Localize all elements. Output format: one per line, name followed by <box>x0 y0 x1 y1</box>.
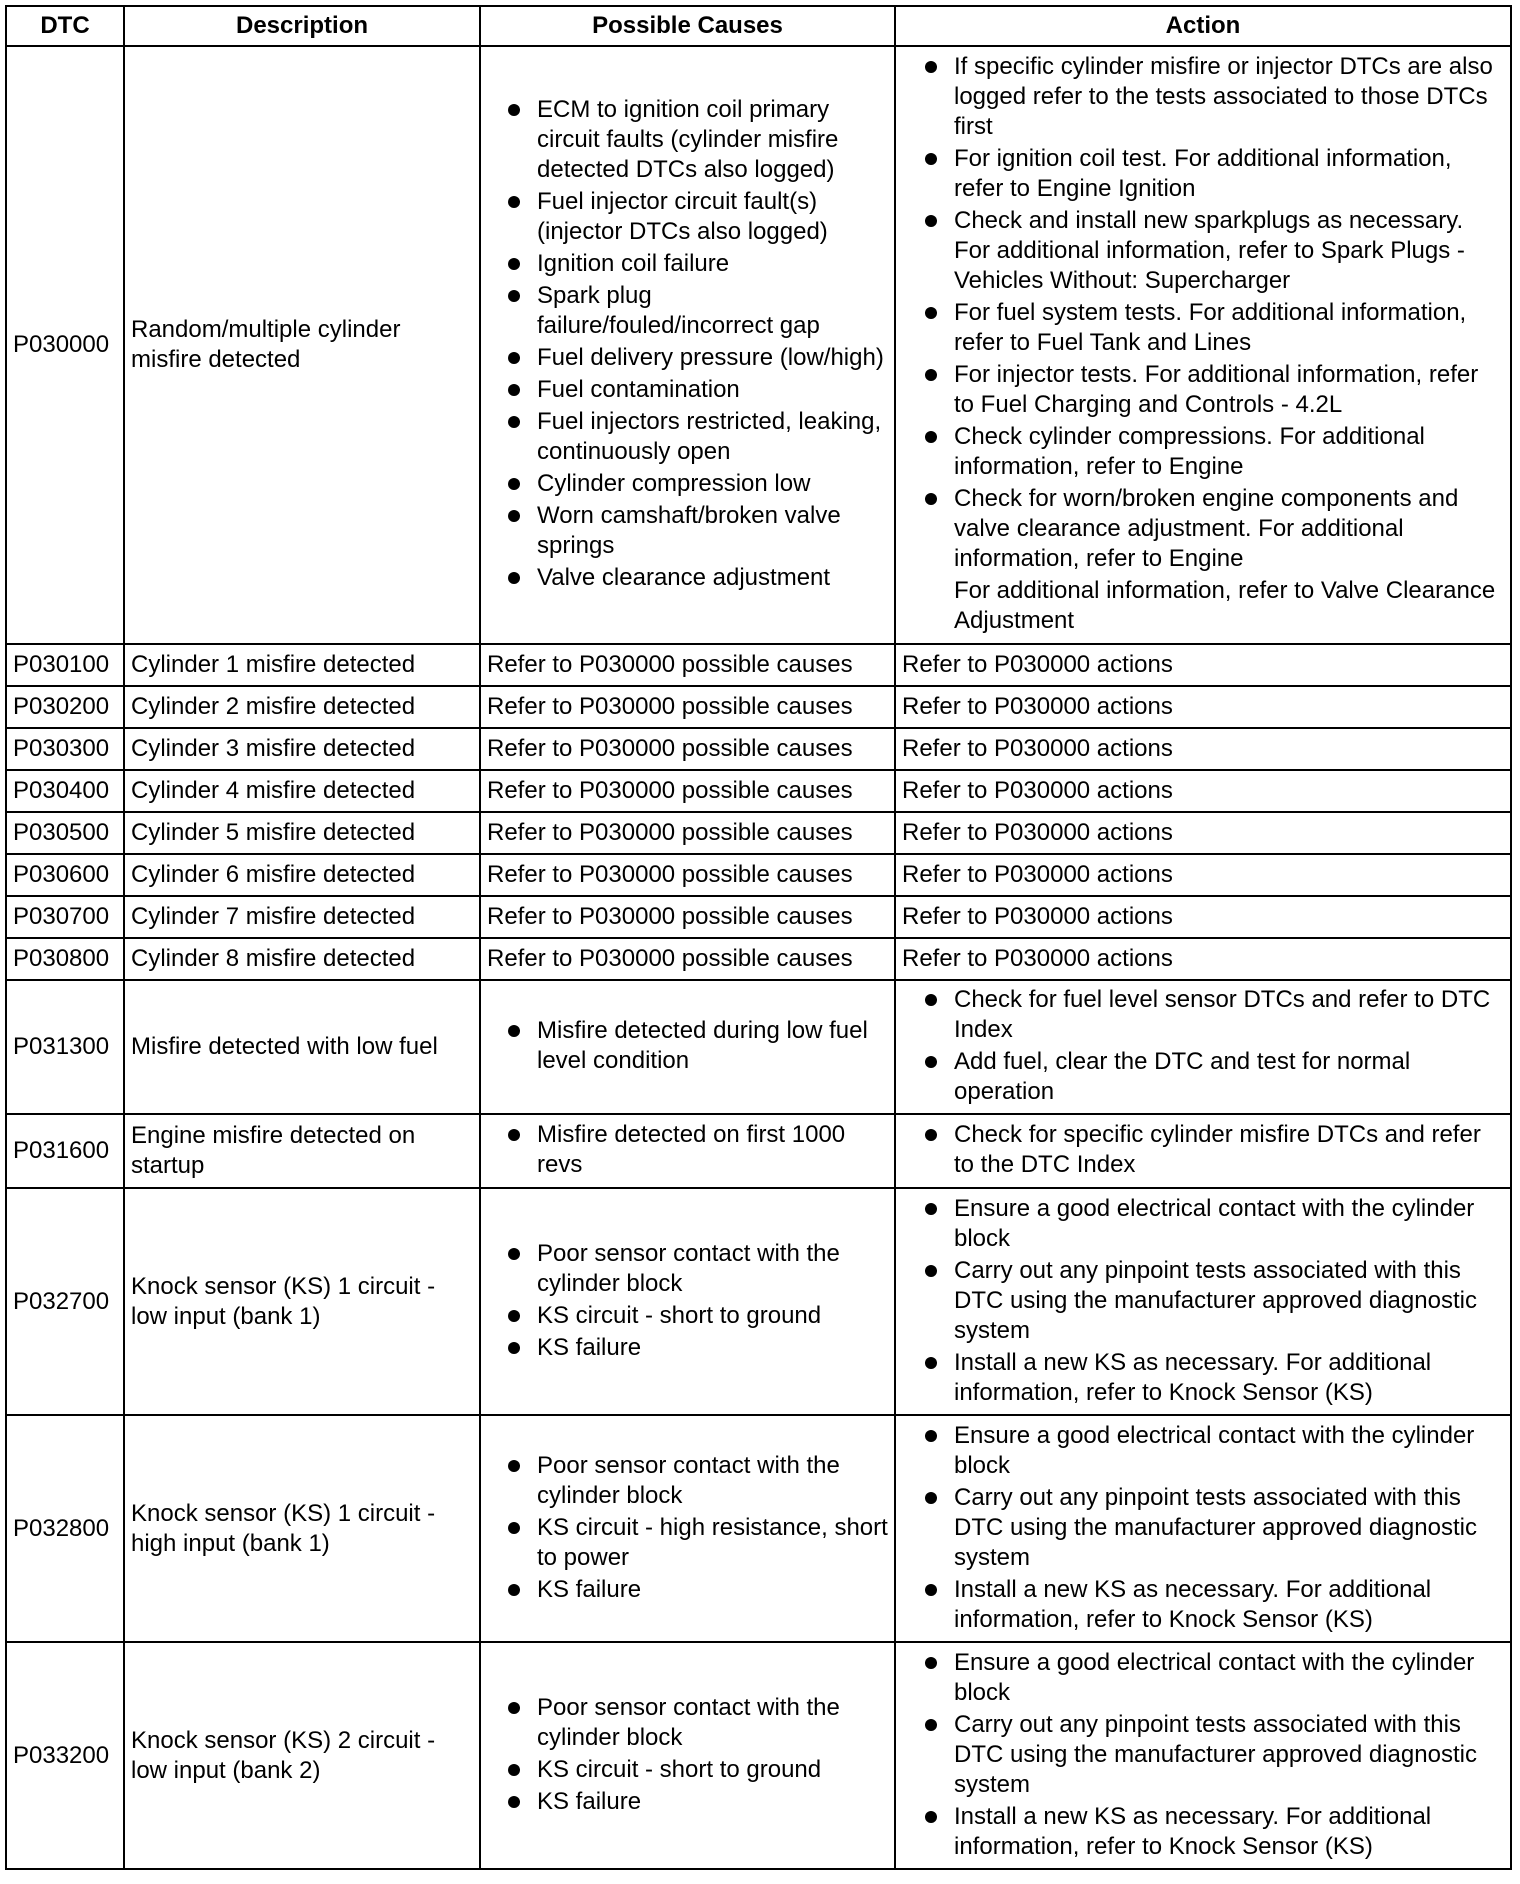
action-cell: Refer to P030000 actions <box>895 686 1511 728</box>
action-item: Install a new KS as necessary. For additional information, refer to Knock Sensor (KS) <box>902 1575 1504 1635</box>
dtc-description: Cylinder 4 misfire detected <box>124 770 480 812</box>
action-item: Check for fuel level sensor DTCs and refer to DTC Index <box>902 985 1504 1045</box>
cause-item: Poor sensor contact with the cylinder block <box>487 1451 888 1511</box>
possible-causes-cell: Refer to P030000 possible causes <box>480 938 895 980</box>
possible-causes-cell: Refer to P030000 possible causes <box>480 770 895 812</box>
table-row <box>6 1415 1511 1642</box>
dtc-code: P030000 <box>6 46 124 644</box>
cause-item: Fuel contamination <box>487 375 888 405</box>
dtc-code: P031600 <box>6 1114 124 1188</box>
action-cell <box>895 46 1511 644</box>
table-body <box>6 46 1511 1869</box>
dtc-description: Cylinder 3 misfire detected <box>124 728 480 770</box>
action-cell <box>895 1114 1511 1188</box>
dtc-code: P030500 <box>6 812 124 854</box>
possible-causes-cell: Refer to P030000 possible causes <box>480 812 895 854</box>
cause-item: Fuel injector circuit fault(s) (injector DTCs also logged) <box>487 187 888 247</box>
dtc-code: P030300 <box>6 728 124 770</box>
table-row <box>6 686 1511 728</box>
action-cell <box>895 1415 1511 1642</box>
table-row <box>6 770 1511 812</box>
causes-list <box>487 95 888 593</box>
dtc-code: P032800 <box>6 1415 124 1642</box>
action-item: Install a new KS as necessary. For additional information, refer to Knock Sensor (KS) <box>902 1802 1504 1862</box>
actions-list <box>902 52 1504 636</box>
table-row <box>6 1188 1511 1415</box>
table-row <box>6 854 1511 896</box>
header-dtc: DTC <box>6 6 124 46</box>
action-cell: Refer to P030000 actions <box>895 854 1511 896</box>
action-item: Check for specific cylinder misfire DTCs and refer to the DTC Index <box>902 1120 1504 1180</box>
cause-item: Cylinder compression low <box>487 469 888 499</box>
dtc-description: Cylinder 8 misfire detected <box>124 938 480 980</box>
causes-list <box>487 1120 888 1180</box>
header-possible-causes: Possible Causes <box>480 6 895 46</box>
action-cell: Refer to P030000 actions <box>895 770 1511 812</box>
causes-list <box>487 1016 888 1076</box>
action-item: Ensure a good electrical contact with the cylinder block <box>902 1648 1504 1708</box>
possible-causes-cell <box>480 1642 895 1869</box>
dtc-code: P030400 <box>6 770 124 812</box>
cause-item: Valve clearance adjustment <box>487 563 888 593</box>
cause-item: Fuel injectors restricted, leaking, continuously open <box>487 407 888 467</box>
possible-causes-cell <box>480 1188 895 1415</box>
action-item: Add fuel, clear the DTC and test for normal operation <box>902 1047 1504 1107</box>
cause-item: Misfire detected on first 1000 revs <box>487 1120 888 1180</box>
possible-causes-cell: Refer to P030000 possible causes <box>480 686 895 728</box>
cause-item: Ignition coil failure <box>487 249 888 279</box>
table-row <box>6 1642 1511 1869</box>
dtc-document <box>5 5 1510 1870</box>
action-item: Check for worn/broken engine components and valve clearance adjustment. For additional information, refer to Engine <box>902 484 1504 574</box>
possible-causes-cell: Refer to P030000 possible causes <box>480 854 895 896</box>
action-item: Ensure a good electrical contact with the cylinder block <box>902 1421 1504 1481</box>
action-item: If specific cylinder misfire or injector DTCs are also logged refer to the tests associated to those DTCs first <box>902 52 1504 142</box>
header-action: Action <box>895 6 1511 46</box>
action-item: For fuel system tests. For additional information, refer to Fuel Tank and Lines <box>902 298 1504 358</box>
cause-item: KS failure <box>487 1333 888 1363</box>
causes-list <box>487 1451 888 1605</box>
dtc-description: Cylinder 5 misfire detected <box>124 812 480 854</box>
possible-causes-cell <box>480 980 895 1114</box>
table-header-row <box>6 6 1511 46</box>
dtc-table <box>5 5 1512 1870</box>
action-cell: Refer to P030000 actions <box>895 896 1511 938</box>
dtc-description: Engine misfire detected on startup <box>124 1114 480 1188</box>
action-cell <box>895 1642 1511 1869</box>
cause-item: KS circuit - high resistance, short to power <box>487 1513 888 1573</box>
causes-list <box>487 1239 888 1363</box>
table-row <box>6 980 1511 1114</box>
action-cell: Refer to P030000 actions <box>895 728 1511 770</box>
cause-item: Spark plug failure/fouled/incorrect gap <box>487 281 888 341</box>
dtc-code: P030600 <box>6 854 124 896</box>
possible-causes-cell <box>480 46 895 644</box>
table-row <box>6 644 1511 686</box>
dtc-code: P030100 <box>6 644 124 686</box>
cause-item: KS circuit - short to ground <box>487 1301 888 1331</box>
action-item: Install a new KS as necessary. For additional information, refer to Knock Sensor (KS) <box>902 1348 1504 1408</box>
cause-item: KS failure <box>487 1575 888 1605</box>
action-item: Carry out any pinpoint tests associated with this DTC using the manufacturer approved diagnostic system <box>902 1710 1504 1800</box>
actions-list <box>902 985 1504 1107</box>
cause-item: KS circuit - short to ground <box>487 1755 888 1785</box>
dtc-code: P031300 <box>6 980 124 1114</box>
action-note: For additional information, refer to Valve Clearance Adjustment <box>954 577 1496 634</box>
action-item: Check cylinder compressions. For additional information, refer to Engine <box>902 422 1504 482</box>
header-description: Description <box>124 6 480 46</box>
table-row <box>6 938 1511 980</box>
dtc-description: Random/multiple cylinder misfire detected <box>124 46 480 644</box>
dtc-code: P030200 <box>6 686 124 728</box>
cause-item: Worn camshaft/broken valve springs <box>487 501 888 561</box>
possible-causes-cell <box>480 1415 895 1642</box>
dtc-description: Cylinder 1 misfire detected <box>124 644 480 686</box>
cause-item: ECM to ignition coil primary circuit faults (cylinder misfire detected DTCs also logged) <box>487 95 888 185</box>
dtc-description: Cylinder 6 misfire detected <box>124 854 480 896</box>
possible-causes-cell: Refer to P030000 possible causes <box>480 896 895 938</box>
actions-list <box>902 1421 1504 1635</box>
action-cell <box>895 1188 1511 1415</box>
dtc-description: Misfire detected with low fuel <box>124 980 480 1114</box>
possible-causes-cell: Refer to P030000 possible causes <box>480 644 895 686</box>
actions-list <box>902 1194 1504 1408</box>
cause-item: Fuel delivery pressure (low/high) <box>487 343 888 373</box>
dtc-description: Knock sensor (KS) 2 circuit - low input (bank 2) <box>124 1642 480 1869</box>
cause-item: Poor sensor contact with the cylinder block <box>487 1693 888 1753</box>
dtc-description: Cylinder 7 misfire detected <box>124 896 480 938</box>
table-row <box>6 46 1511 644</box>
possible-causes-cell: Refer to P030000 possible causes <box>480 728 895 770</box>
cause-item: KS failure <box>487 1787 888 1817</box>
dtc-description: Cylinder 2 misfire detected <box>124 686 480 728</box>
dtc-code: P030800 <box>6 938 124 980</box>
cause-item: Poor sensor contact with the cylinder block <box>487 1239 888 1299</box>
dtc-code: P033200 <box>6 1642 124 1869</box>
action-cell <box>895 980 1511 1114</box>
table-row <box>6 896 1511 938</box>
action-cell: Refer to P030000 actions <box>895 812 1511 854</box>
dtc-description: Knock sensor (KS) 1 circuit - high input (bank 1) <box>124 1415 480 1642</box>
dtc-description: Knock sensor (KS) 1 circuit - low input (bank 1) <box>124 1188 480 1415</box>
action-cell: Refer to P030000 actions <box>895 644 1511 686</box>
table-row <box>6 812 1511 854</box>
table-row <box>6 728 1511 770</box>
action-item: For ignition coil test. For additional information, refer to Engine Ignition <box>902 144 1504 204</box>
dtc-code: P032700 <box>6 1188 124 1415</box>
possible-causes-cell <box>480 1114 895 1188</box>
actions-list <box>902 1120 1504 1180</box>
causes-list <box>487 1693 888 1817</box>
dtc-code: P030700 <box>6 896 124 938</box>
action-item: Ensure a good electrical contact with the cylinder block <box>902 1194 1504 1254</box>
actions-list <box>902 1648 1504 1862</box>
action-item: For injector tests. For additional information, refer to Fuel Charging and Controls - 4.2L <box>902 360 1504 420</box>
table-row <box>6 1114 1511 1188</box>
action-item: Carry out any pinpoint tests associated with this DTC using the manufacturer approved diagnostic system <box>902 1256 1504 1346</box>
action-item: Check and install new sparkplugs as necessary. For additional information, refer to Spark Plugs - Vehicles Without: Supercharger <box>902 206 1504 296</box>
action-item: Carry out any pinpoint tests associated with this DTC using the manufacturer approved diagnostic system <box>902 1483 1504 1573</box>
action-cell: Refer to P030000 actions <box>895 938 1511 980</box>
cause-item: Misfire detected during low fuel level condition <box>487 1016 888 1076</box>
